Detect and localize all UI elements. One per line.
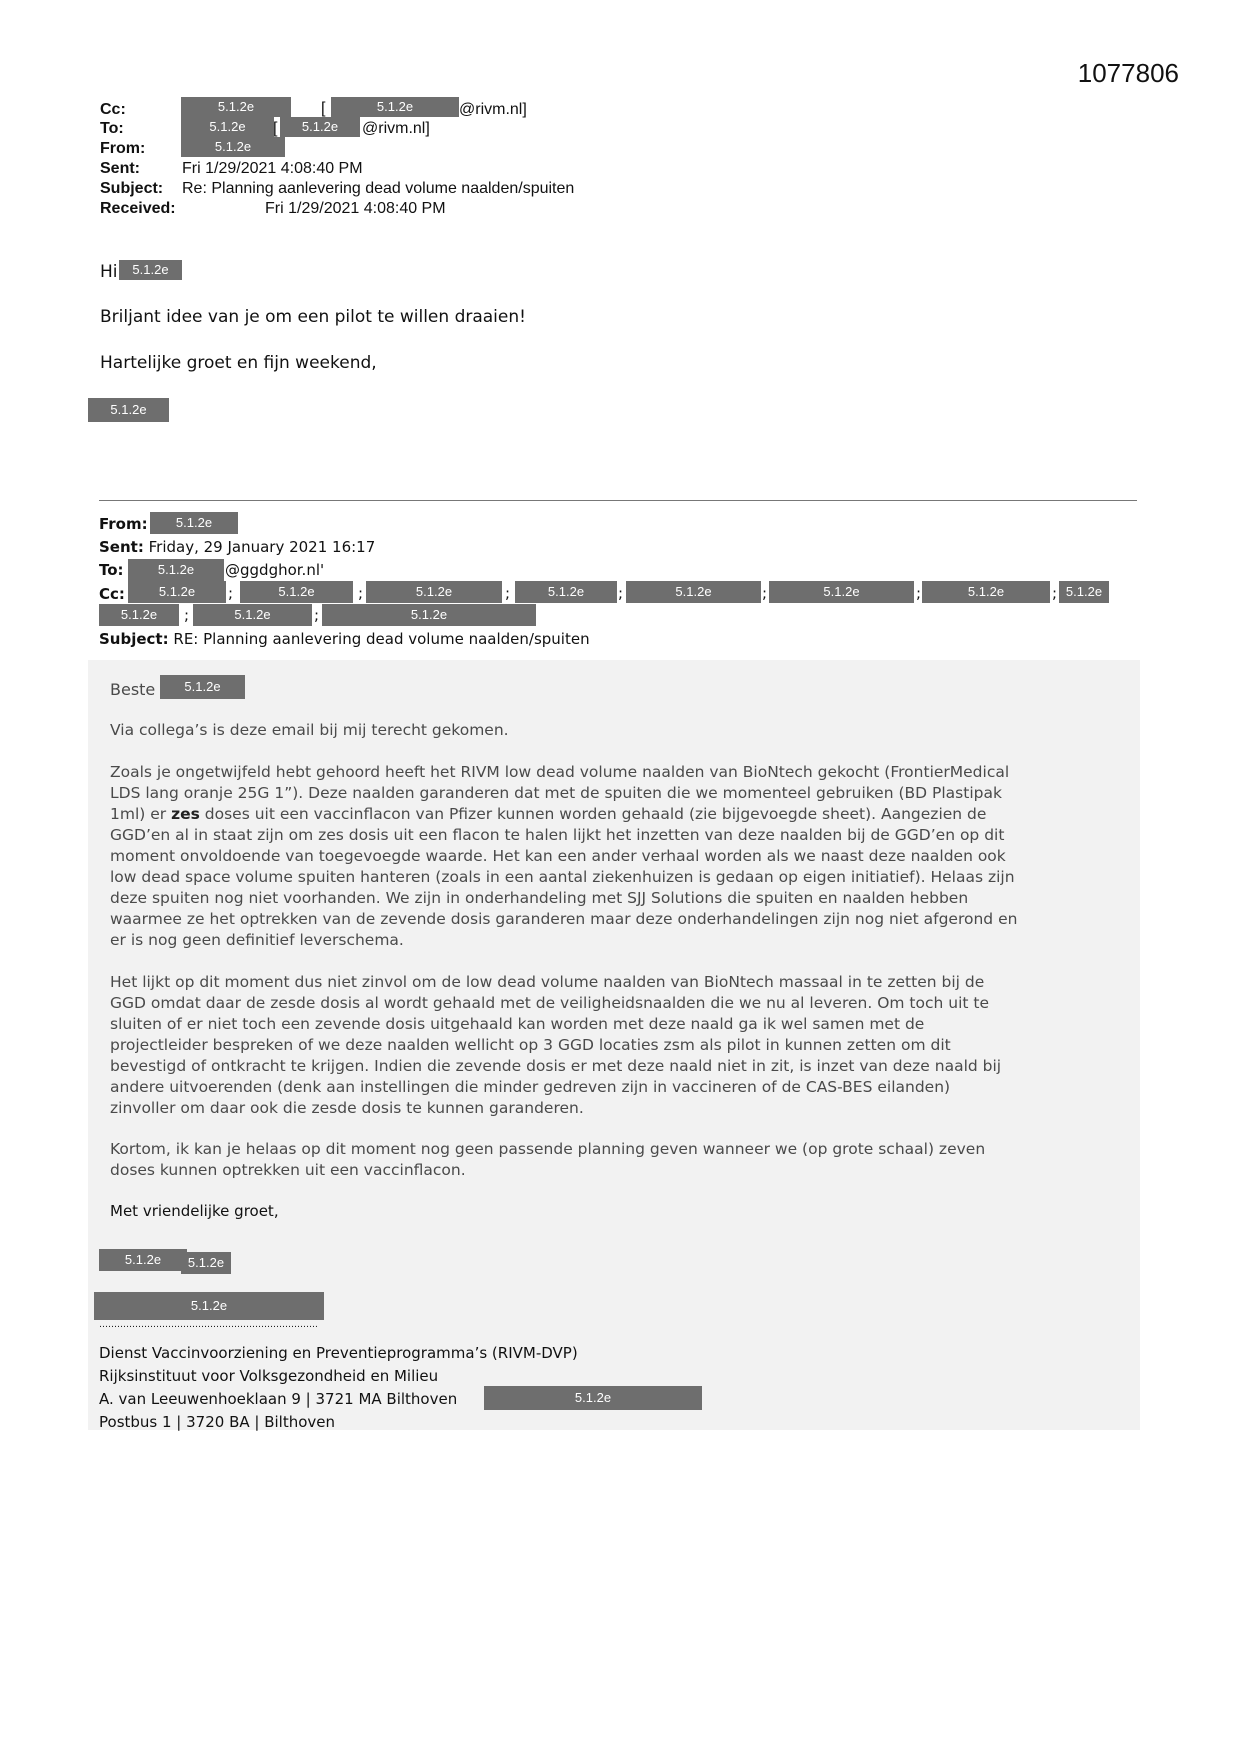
separator: ; xyxy=(228,584,234,602)
divider xyxy=(99,500,1137,501)
paragraph-line: Zoals je ongetwijfeld hebt gehoord heeft het RIVM low dead volume naalden van BioNtech gekocht (FrontierMedical xyxy=(110,763,1010,781)
header2-sent: Sent: Friday, 29 January 2021 16:17 xyxy=(99,538,376,556)
paragraph-line: GGD’en al in staat zijn om zes dosis uit een flacon te halen lijkt het inzetten van deze naalden bij de GGD’en op dit xyxy=(110,826,1005,844)
header1-cc-label: Cc: xyxy=(100,101,126,118)
header1-to-label: To: xyxy=(100,120,124,137)
paragraph-line: moment onvoldoende van toegevoegde waarde. Het kan een ander verhaal worden als we naast deze naalden ook xyxy=(110,847,1006,865)
header1-to-suffix: @rivm.nl] xyxy=(362,120,430,137)
redaction: 5.1.2e xyxy=(240,581,353,603)
redaction: 5.1.2e xyxy=(88,398,169,422)
paragraph-line: Kortom, ik kan je helaas op dit moment nog geen passende planning geven wanneer we (op grote schaal) zeven xyxy=(110,1140,986,1158)
header2-subject: Subject: RE: Planning aanlevering dead volume naalden/spuiten xyxy=(99,630,590,648)
header1-cc-bracket: [ xyxy=(321,100,326,117)
header2-cc-label: Cc: xyxy=(99,585,125,603)
redaction: 5.1.2e xyxy=(181,97,291,117)
separator: ; xyxy=(1052,584,1058,602)
redaction: 5.1.2e xyxy=(484,1386,702,1410)
redaction: 5.1.2e xyxy=(193,604,312,626)
signature-line-1: Dienst Vaccinvoorziening en Preventieprogramma’s (RIVM-DVP) xyxy=(99,1344,578,1362)
redaction: 5.1.2e xyxy=(99,604,179,626)
separator: ; xyxy=(618,584,624,602)
original-greeting: Beste xyxy=(110,680,156,699)
redaction: 5.1.2e xyxy=(331,97,459,117)
header1-sent-value: Fri 1/29/2021 4:08:40 PM xyxy=(182,160,363,177)
header1-received-value: Fri 1/29/2021 4:08:40 PM xyxy=(265,200,446,217)
redaction: 5.1.2e xyxy=(128,581,226,603)
redaction: 5.1.2e xyxy=(626,581,761,603)
paragraph-line: waarmee ze het optrekken van de zevende dosis garanderen maar deze onderhandelingen zijn nog niet afgerond en xyxy=(110,910,1018,928)
redaction: 5.1.2e xyxy=(181,137,285,157)
signature-line-2: Rijksinstituut voor Volksgezondheid en Milieu xyxy=(99,1367,439,1385)
redaction: 5.1.2e xyxy=(1059,581,1109,603)
header2-from-label: From: xyxy=(99,515,148,533)
header1-received-label: Received: xyxy=(100,200,176,217)
header2-to-label: To: xyxy=(99,561,124,579)
redaction: 5.1.2e xyxy=(150,512,238,534)
paragraph-line: deze spuiten nog niet voorhanden. We zijn in onderhandeling met SJJ Solutions die spuiten en naalden hebben xyxy=(110,889,969,907)
redaction: 5.1.2e xyxy=(922,581,1050,603)
paragraph-3 xyxy=(110,1139,985,1181)
header1-cc-suffix: @rivm.nl] xyxy=(459,101,527,118)
redaction: 5.1.2e xyxy=(99,1249,187,1271)
paragraph-line: LDS lang oranje 25G 1”). Deze naalden garanderen dat met de spuiten die we momenteel gebruiken (BD Plastipak xyxy=(110,784,1002,802)
header1-to-bracket: [ xyxy=(273,120,278,137)
redaction: 5.1.2e xyxy=(515,581,617,603)
paragraph-line: doses kunnen optrekken uit een vaccinflacon. xyxy=(110,1161,466,1179)
redaction: 5.1.2e xyxy=(128,559,224,581)
paragraph-line: bevestigd of ontkracht te krijgen. Indien die zevende dosis er met deze naald niet in zit, is inzet van deze naald bij xyxy=(110,1057,1002,1075)
reply-line2: Hartelijke groet en fijn weekend, xyxy=(100,353,377,373)
signature-line-3: A. van Leeuwenhoeklaan 9 | 3721 MA Bilthoven xyxy=(99,1390,458,1408)
paragraph-line: 1ml) er zes doses uit een vaccinflacon van Pfizer kunnen worden gehaald (zie bijgevoegde sheet). Aangezien de xyxy=(110,805,987,823)
separator: ; xyxy=(916,584,922,602)
header1-from-label: From: xyxy=(100,140,146,157)
signature-line-4: Postbus 1 | 3720 BA | Bilthoven xyxy=(99,1413,336,1431)
separator: ; xyxy=(314,606,320,624)
redaction: 5.1.2e xyxy=(181,117,274,137)
redaction: 5.1.2e xyxy=(119,260,182,280)
signature-dots: ………………………………………………………………. xyxy=(99,1320,318,1330)
paragraph-line: zinvoller om daar ook die zesde dosis te kunnen garanderen. xyxy=(110,1099,584,1117)
separator: ; xyxy=(762,584,768,602)
document-number: 1077806 xyxy=(1077,58,1179,88)
redaction: 5.1.2e xyxy=(280,117,360,137)
redaction: 5.1.2e xyxy=(322,604,536,626)
header1-sent-label: Sent: xyxy=(100,160,140,177)
separator: ; xyxy=(358,584,364,602)
redaction: 5.1.2e xyxy=(769,581,914,603)
header1-subject-value: Re: Planning aanlevering dead volume naalden/spuiten xyxy=(182,180,575,197)
paragraph-line: GGD omdat daar de zesde dosis al wordt gehaald met de veiligheidsnaalden die we nu al leveren. Om toch uit te xyxy=(110,994,990,1012)
redaction: 5.1.2e xyxy=(366,581,502,603)
paragraph-2 xyxy=(110,972,1001,1119)
original-intro: Via collega’s is deze email bij mij terecht gekomen. xyxy=(110,721,509,739)
redaction: 5.1.2e xyxy=(181,1252,231,1274)
paragraph-1 xyxy=(110,762,1017,951)
redaction: 5.1.2e xyxy=(160,675,245,699)
closing: Met vriendelijke groet, xyxy=(110,1202,279,1220)
reply-line1: Briljant idee van je om een pilot te willen draaien! xyxy=(100,307,526,327)
separator: ; xyxy=(184,606,190,624)
paragraph-line: projectleider bespreken of we deze naalden wellicht op 3 GGD locaties zsm als pilot in kunnen zetten om dit xyxy=(110,1036,951,1054)
separator: ; xyxy=(505,584,511,602)
emphasis: zes xyxy=(171,805,200,823)
reply-greeting: Hi xyxy=(100,262,118,282)
header1-subject-label: Subject: xyxy=(100,180,164,197)
redaction: 5.1.2e xyxy=(94,1292,324,1320)
paragraph-line: Het lijkt op dit moment dus niet zinvol om de low dead volume naalden van BioNtech massaal in te zetten bij de xyxy=(110,973,985,991)
paragraph-line: sluiten of er niet toch een zevende dosis uitgehaald kan worden met deze naald ga ik wel samen met de xyxy=(110,1015,925,1033)
header2-to-suffix: @ggdghor.nl' xyxy=(225,561,325,579)
paragraph-line: er is nog geen definitief leverschema. xyxy=(110,931,404,949)
paragraph-line: low dead space volume spuiten hanteren (zoals in een aantal ziekenhuizen is gedaan op eigen initiatief). Helaas zijn xyxy=(110,868,1015,886)
paragraph-line: andere uitvoerenden (denk aan instellingen die minder gedreven zijn in vaccineren of de CAS-BES eilanden) xyxy=(110,1078,951,1096)
